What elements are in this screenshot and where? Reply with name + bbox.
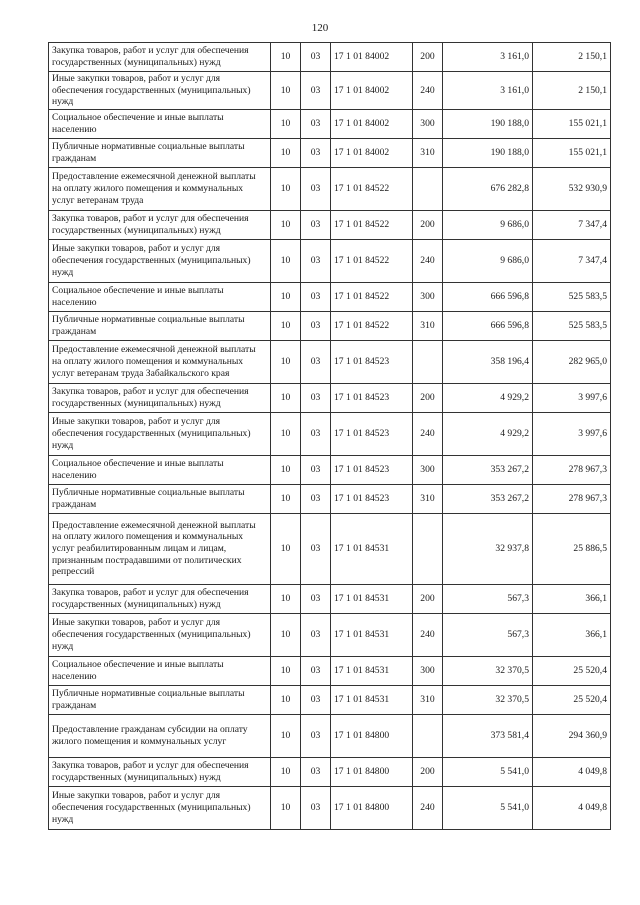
- section-code: 10: [271, 167, 301, 210]
- amount-approved: 32 937,8: [443, 513, 533, 584]
- subsection-code: 03: [301, 239, 331, 282]
- row-description: Предоставление гражданам субсидии на оплату жилого помещения и коммунальных услуг: [49, 714, 271, 757]
- section-code: 10: [271, 786, 301, 829]
- amount-executed: 525 583,5: [533, 311, 611, 340]
- row-description: Иные закупки товаров, работ и услуг для обеспечения государственных (муниципальных) нужд: [49, 613, 271, 656]
- table-row: [49, 455, 611, 484]
- expense-type-code: 240: [413, 786, 443, 829]
- subsection-code: 03: [301, 786, 331, 829]
- subsection-code: 03: [301, 613, 331, 656]
- target-article-code: 17 1 01 84523: [331, 340, 413, 383]
- amount-approved: 666 596,8: [443, 311, 533, 340]
- amount-approved: 190 188,0: [443, 109, 533, 138]
- amount-approved: 5 541,0: [443, 786, 533, 829]
- section-code: 10: [271, 613, 301, 656]
- section-code: 10: [271, 383, 301, 412]
- target-article-code: 17 1 01 84800: [331, 757, 413, 786]
- amount-executed: 278 967,3: [533, 455, 611, 484]
- row-description: Иные закупки товаров, работ и услуг для обеспечения государственных (муниципальных) нужд: [49, 72, 271, 110]
- table-row: [49, 757, 611, 786]
- page-number: 120: [311, 22, 329, 34]
- table-row: [49, 383, 611, 412]
- budget-table: [48, 42, 611, 830]
- expense-type-code: [413, 340, 443, 383]
- expense-type-code: 310: [413, 311, 443, 340]
- amount-executed: 7 347,4: [533, 210, 611, 239]
- expense-type-code: 300: [413, 109, 443, 138]
- table-row: [49, 239, 611, 282]
- subsection-code: 03: [301, 757, 331, 786]
- target-article-code: 17 1 01 84522: [331, 239, 413, 282]
- section-code: 10: [271, 109, 301, 138]
- target-article-code: 17 1 01 84800: [331, 714, 413, 757]
- section-code: 10: [271, 43, 301, 72]
- amount-approved: 358 196,4: [443, 340, 533, 383]
- amount-executed: 366,1: [533, 613, 611, 656]
- table-row: [49, 210, 611, 239]
- row-description: Социальное обеспечение и иные выплаты населению: [49, 282, 271, 311]
- target-article-code: 17 1 01 84523: [331, 383, 413, 412]
- table-row: [49, 484, 611, 513]
- target-article-code: 17 1 01 84523: [331, 455, 413, 484]
- subsection-code: 03: [301, 383, 331, 412]
- section-code: 10: [271, 210, 301, 239]
- subsection-code: 03: [301, 311, 331, 340]
- table-row: [49, 72, 611, 110]
- expense-type-code: 310: [413, 484, 443, 513]
- row-description: Публичные нормативные социальные выплаты гражданам: [49, 138, 271, 167]
- amount-approved: 5 541,0: [443, 757, 533, 786]
- row-description: Закупка товаров, работ и услуг для обеспечения государственных (муниципальных) нужд: [49, 43, 271, 72]
- row-description: Иные закупки товаров, работ и услуг для обеспечения государственных (муниципальных) нужд: [49, 786, 271, 829]
- target-article-code: 17 1 01 84522: [331, 167, 413, 210]
- amount-executed: 3 997,6: [533, 383, 611, 412]
- table-row: [49, 282, 611, 311]
- table-row: [49, 311, 611, 340]
- expense-type-code: 240: [413, 613, 443, 656]
- target-article-code: 17 1 01 84531: [331, 656, 413, 685]
- row-description: Социальное обеспечение и иные выплаты населению: [49, 109, 271, 138]
- table-row: [49, 138, 611, 167]
- section-code: 10: [271, 282, 301, 311]
- target-article-code: 17 1 01 84522: [331, 210, 413, 239]
- table-row: [49, 786, 611, 829]
- row-description: Публичные нормативные социальные выплаты гражданам: [49, 484, 271, 513]
- section-code: 10: [271, 757, 301, 786]
- row-description: Иные закупки товаров, работ и услуг для обеспечения государственных (муниципальных) нужд: [49, 239, 271, 282]
- amount-executed: 7 347,4: [533, 239, 611, 282]
- table-row: [49, 656, 611, 685]
- amount-approved: 32 370,5: [443, 656, 533, 685]
- target-article-code: 17 1 01 84531: [331, 685, 413, 714]
- section-code: 10: [271, 484, 301, 513]
- amount-approved: 373 581,4: [443, 714, 533, 757]
- section-code: 10: [271, 584, 301, 613]
- subsection-code: 03: [301, 656, 331, 685]
- subsection-code: 03: [301, 584, 331, 613]
- row-description: Закупка товаров, работ и услуг для обеспечения государственных (муниципальных) нужд: [49, 383, 271, 412]
- expense-type-code: 300: [413, 656, 443, 685]
- expense-type-code: [413, 714, 443, 757]
- amount-approved: 32 370,5: [443, 685, 533, 714]
- table-row: [49, 43, 611, 72]
- target-article-code: 17 1 01 84523: [331, 484, 413, 513]
- expense-type-code: 240: [413, 412, 443, 455]
- amount-approved: 567,3: [443, 613, 533, 656]
- expense-type-code: 300: [413, 455, 443, 484]
- row-description: Публичные нормативные социальные выплаты гражданам: [49, 311, 271, 340]
- amount-approved: 353 267,2: [443, 484, 533, 513]
- row-description: Публичные нормативные социальные выплаты гражданам: [49, 685, 271, 714]
- amount-approved: 353 267,2: [443, 455, 533, 484]
- amount-executed: 282 965,0: [533, 340, 611, 383]
- expense-type-code: 200: [413, 757, 443, 786]
- expense-type-code: 310: [413, 685, 443, 714]
- target-article-code: 17 1 01 84800: [331, 786, 413, 829]
- table-row: [49, 109, 611, 138]
- target-article-code: 17 1 01 84002: [331, 43, 413, 72]
- subsection-code: 03: [301, 513, 331, 584]
- section-code: 10: [271, 311, 301, 340]
- target-article-code: 17 1 01 84522: [331, 311, 413, 340]
- amount-executed: 25 520,4: [533, 685, 611, 714]
- target-article-code: 17 1 01 84522: [331, 282, 413, 311]
- table-row: [49, 613, 611, 656]
- section-code: 10: [271, 513, 301, 584]
- expense-type-code: 200: [413, 43, 443, 72]
- row-description: Закупка товаров, работ и услуг для обеспечения государственных (муниципальных) нужд: [49, 210, 271, 239]
- expense-type-code: 300: [413, 282, 443, 311]
- table-row: [49, 340, 611, 383]
- amount-executed: 278 967,3: [533, 484, 611, 513]
- expense-type-code: 240: [413, 72, 443, 110]
- amount-approved: 4 929,2: [443, 383, 533, 412]
- amount-executed: 294 360,9: [533, 714, 611, 757]
- amount-executed: 155 021,1: [533, 138, 611, 167]
- amount-executed: 525 583,5: [533, 282, 611, 311]
- expense-type-code: 240: [413, 239, 443, 282]
- subsection-code: 03: [301, 282, 331, 311]
- subsection-code: 03: [301, 340, 331, 383]
- subsection-code: 03: [301, 484, 331, 513]
- subsection-code: 03: [301, 72, 331, 110]
- expense-type-code: [413, 167, 443, 210]
- subsection-code: 03: [301, 685, 331, 714]
- row-description: Закупка товаров, работ и услуг для обеспечения государственных (муниципальных) нужд: [49, 584, 271, 613]
- amount-approved: 567,3: [443, 584, 533, 613]
- amount-executed: 25 520,4: [533, 656, 611, 685]
- target-article-code: 17 1 01 84531: [331, 613, 413, 656]
- amount-executed: 155 021,1: [533, 109, 611, 138]
- expense-type-code: 310: [413, 138, 443, 167]
- amount-executed: 2 150,1: [533, 72, 611, 110]
- amount-approved: 3 161,0: [443, 72, 533, 110]
- amount-approved: 190 188,0: [443, 138, 533, 167]
- table-row: [49, 513, 611, 584]
- section-code: 10: [271, 138, 301, 167]
- row-description: Закупка товаров, работ и услуг для обеспечения государственных (муниципальных) нужд: [49, 757, 271, 786]
- row-description: Социальное обеспечение и иные выплаты населению: [49, 656, 271, 685]
- amount-approved: 9 686,0: [443, 210, 533, 239]
- row-description: Социальное обеспечение и иные выплаты населению: [49, 455, 271, 484]
- section-code: 10: [271, 340, 301, 383]
- subsection-code: 03: [301, 167, 331, 210]
- subsection-code: 03: [301, 138, 331, 167]
- amount-executed: 4 049,8: [533, 786, 611, 829]
- target-article-code: 17 1 01 84002: [331, 109, 413, 138]
- target-article-code: 17 1 01 84523: [331, 412, 413, 455]
- table-row: [49, 167, 611, 210]
- subsection-code: 03: [301, 43, 331, 72]
- section-code: 10: [271, 714, 301, 757]
- amount-executed: 25 886,5: [533, 513, 611, 584]
- budget-table-body: [49, 43, 611, 830]
- expense-type-code: 200: [413, 210, 443, 239]
- table-row: [49, 584, 611, 613]
- subsection-code: 03: [301, 109, 331, 138]
- expense-type-code: [413, 513, 443, 584]
- amount-executed: 532 930,9: [533, 167, 611, 210]
- subsection-code: 03: [301, 210, 331, 239]
- amount-executed: 366,1: [533, 584, 611, 613]
- section-code: 10: [271, 685, 301, 714]
- table-row: [49, 412, 611, 455]
- row-description: Иные закупки товаров, работ и услуг для обеспечения государственных (муниципальных) нужд: [49, 412, 271, 455]
- row-description: Предоставление ежемесячной денежной выплаты на оплату жилого помещения и коммунальных услуг реабилитированным лицам и лицам, признанным пострадавшими от политических репрессий: [49, 513, 271, 584]
- section-code: 10: [271, 412, 301, 455]
- row-description: Предоставление ежемесячной денежной выплаты на оплату жилого помещения и коммунальных услуг ветеранам труда Забайкальского края: [49, 340, 271, 383]
- amount-executed: 3 997,6: [533, 412, 611, 455]
- target-article-code: 17 1 01 84531: [331, 513, 413, 584]
- amount-approved: 666 596,8: [443, 282, 533, 311]
- amount-executed: 4 049,8: [533, 757, 611, 786]
- table-row: [49, 685, 611, 714]
- expense-type-code: 200: [413, 383, 443, 412]
- row-description: Предоставление ежемесячной денежной выплаты на оплату жилого помещения и коммунальных услуг ветеранам труда: [49, 167, 271, 210]
- expense-type-code: 200: [413, 584, 443, 613]
- amount-approved: 4 929,2: [443, 412, 533, 455]
- table-row: [49, 714, 611, 757]
- amount-approved: 9 686,0: [443, 239, 533, 282]
- section-code: 10: [271, 455, 301, 484]
- amount-executed: 2 150,1: [533, 43, 611, 72]
- subsection-code: 03: [301, 455, 331, 484]
- amount-approved: 676 282,8: [443, 167, 533, 210]
- target-article-code: 17 1 01 84002: [331, 72, 413, 110]
- target-article-code: 17 1 01 84531: [331, 584, 413, 613]
- amount-approved: 3 161,0: [443, 43, 533, 72]
- section-code: 10: [271, 239, 301, 282]
- section-code: 10: [271, 656, 301, 685]
- section-code: 10: [271, 72, 301, 110]
- subsection-code: 03: [301, 412, 331, 455]
- subsection-code: 03: [301, 714, 331, 757]
- target-article-code: 17 1 01 84002: [331, 138, 413, 167]
